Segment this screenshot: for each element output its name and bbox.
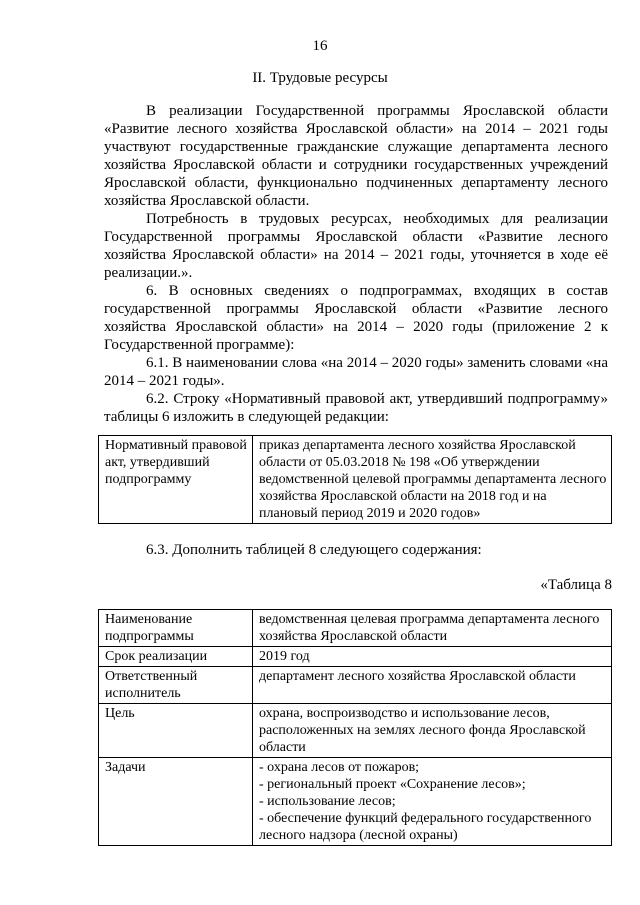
paragraph-item-6-1: 6.1. В наименовании слова «на 2014 – 2020 годы» заменить словами «на 2014 – 2021 годы». bbox=[104, 355, 608, 389]
table-cell-value bbox=[253, 647, 612, 667]
table-row bbox=[99, 758, 612, 846]
table-cell-label: Нормативный правовой акт, утвердивший подпрограмму bbox=[99, 436, 253, 524]
paragraph-labor-needs: Потребность в трудовых ресурсах, необходимых для реализации Государственной программы Ярославской области «Развитие лесного хозяйства Ярославской области» на 2014 – 2021 годы, уточняется в ходе её реализации.». bbox=[104, 211, 608, 281]
table-8 bbox=[98, 609, 612, 846]
table-row bbox=[99, 647, 612, 667]
cell-line: департамент лесного хозяйства Ярославской области bbox=[259, 669, 576, 684]
cell-line: - использование лесов; bbox=[259, 794, 396, 809]
cell-line: ведомственная целевая программа департамента лесного хозяйства Ярославской области bbox=[259, 612, 600, 644]
cell-line: охрана, воспроизводство и использование лесов, расположенных на землях лесного фонда Ярославской области bbox=[259, 706, 586, 755]
table-cell-value bbox=[253, 758, 612, 846]
table-cell-label: Наименование подпрограммы bbox=[99, 610, 253, 647]
table-cell-value bbox=[253, 610, 612, 647]
table-cell-label: Ответственный исполнитель bbox=[99, 667, 253, 704]
table-cell-value bbox=[253, 667, 612, 704]
cell-line: - региональный проект «Сохранение лесов»; bbox=[259, 777, 526, 792]
cell-line: - охрана лесов от пожаров; bbox=[259, 760, 420, 775]
table-cell-value: приказ департамента лесного хозяйства Ярославской области от 05.03.2018 № 198 «Об утверждении ведомственной целевой программы департамента лесного хозяйства Ярославской области на 2018 год и на плановый период 2019 и 2020 годов» bbox=[253, 436, 612, 524]
table-cell-label: Срок реализации bbox=[99, 647, 253, 667]
table-row bbox=[99, 610, 612, 647]
paragraph-participants: В реализации Государственной программы Ярославской области «Развитие лесного хозяйства Ярославской области» на 2014 – 2021 годы участвуют государственные гражданские служащие департамента лесного хозяйства Ярославской области и сотрудники государственных учреждений Ярославской области, функционально подчиненных департаменту лесного хозяйства Ярославской области. bbox=[104, 103, 608, 209]
section-title: II. Трудовые ресурсы bbox=[252, 70, 388, 86]
table-row bbox=[99, 704, 612, 758]
table-8-caption: «Таблица 8 bbox=[540, 577, 612, 593]
table-cell-value bbox=[253, 704, 612, 758]
cell-line: 2019 год bbox=[259, 649, 310, 664]
cell-line: - обеспечение функций федерального государственного лесного надзора (лесной охраны) bbox=[259, 811, 592, 843]
paragraph-item-6: 6. В основных сведениях о подпрограммах, входящих в состав государственной программы Ярославской области «Развитие лесного хозяйства Ярославской области» на 2014 – 2020 годы (приложение 2 к Государственной программе): bbox=[104, 283, 608, 353]
table-6-row bbox=[98, 435, 612, 524]
table-cell-label: Задачи bbox=[99, 758, 253, 846]
paragraph-item-6-2: 6.2. Строку «Нормативный правовой акт, утвердивший подпрограмму» таблицы 6 изложить в следующей редакции: bbox=[104, 391, 608, 425]
table-cell-label: Цель bbox=[99, 704, 253, 758]
paragraph-item-6-3: 6.3. Дополнить таблицей 8 следующего содержания: bbox=[146, 542, 482, 558]
table-row bbox=[99, 667, 612, 704]
table-row bbox=[99, 436, 612, 524]
page-number: 16 bbox=[312, 38, 328, 54]
